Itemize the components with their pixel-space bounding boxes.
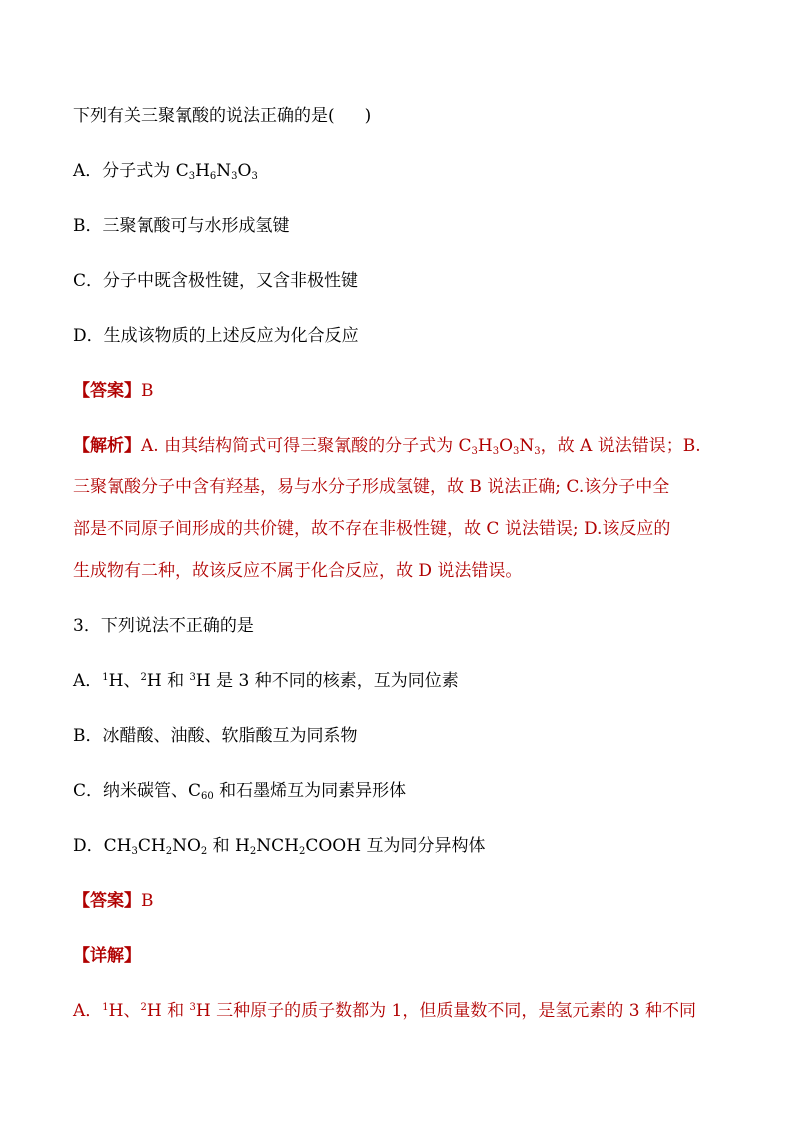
q2-option-b: B．三聚氰酸可与水形成氢键 (73, 216, 290, 236)
q2-analysis-label: 【解析】 (73, 436, 141, 456)
q3-answer-label: 【答案】 (73, 891, 141, 911)
q2-option-c: C．分子中既含极性键，又含非极性键 (73, 271, 359, 291)
q3-detail-label: 【详解】 (73, 946, 141, 966)
q3-detail-line-1: A．$^1$H、$^2$H 和 $^3$H 三种原子的质子数都为 1，但质量数不同，是氢元素的 3 种不同 (73, 1001, 696, 1021)
q3-stem: 3．下列说法不正确的是 (73, 616, 254, 636)
q3-option-d: D．$CH_3CH_2NO_2$ 和 $H_2NCH_2COOH$ 互为同分异构体 (73, 836, 486, 857)
q2-analysis-line-2: 三聚氰酸分子中含有羟基，易与水分子形成氢键，故 B 说法正确; C.该分子中全 (73, 477, 670, 497)
q2-analysis-line-1: 【解析】A. 由其结构简式可得三聚氰酸的分子式为 $C_3H_3O_3N_3$，故 A 说法错误；B. (73, 436, 701, 457)
q2-stem-text: 下列有关三聚氰酸的说法正确的是( (73, 106, 335, 126)
q2-answer-value: B (141, 381, 154, 401)
q2-analysis-formula: $C_3H_3O_3N_3$ (458, 436, 541, 457)
q2-option-d: D．生成该物质的上述反应为化合反应 (73, 326, 359, 346)
q2-option-a-formula: $C_3H_6N_3O_3$ (175, 161, 258, 182)
q3-answer-value: B (141, 891, 154, 911)
q2-option-a (73, 161, 258, 181)
q3-option-b: B．冰醋酸、油酸、软脂酸互为同系物 (73, 726, 358, 746)
q2-option-a-label: A．分子式为 (73, 161, 176, 181)
q2-stem-close: ) (364, 106, 372, 126)
q2-stem (73, 106, 371, 126)
q3-option-c: C．纳米碳管、$C_{60}$ 和石墨烯互为同素异形体 (73, 781, 407, 802)
q2-analysis-line-3: 部是不同原子间形成的共价键，故不存在非极性键，故 C 说法错误; D.该反应的 (73, 519, 671, 539)
q2-answer (73, 381, 154, 401)
q3-option-a: A．$^1$H、$^2$H 和 $^3$H 是 3 种不同的核素，互为同位素 (73, 671, 459, 691)
q2-answer-label: 【答案】 (73, 381, 141, 401)
q2-analysis-line-4: 生成物有二种，故该反应不属于化合反应，故 D 说法错误。 (73, 561, 523, 581)
q3-answer (73, 891, 154, 911)
